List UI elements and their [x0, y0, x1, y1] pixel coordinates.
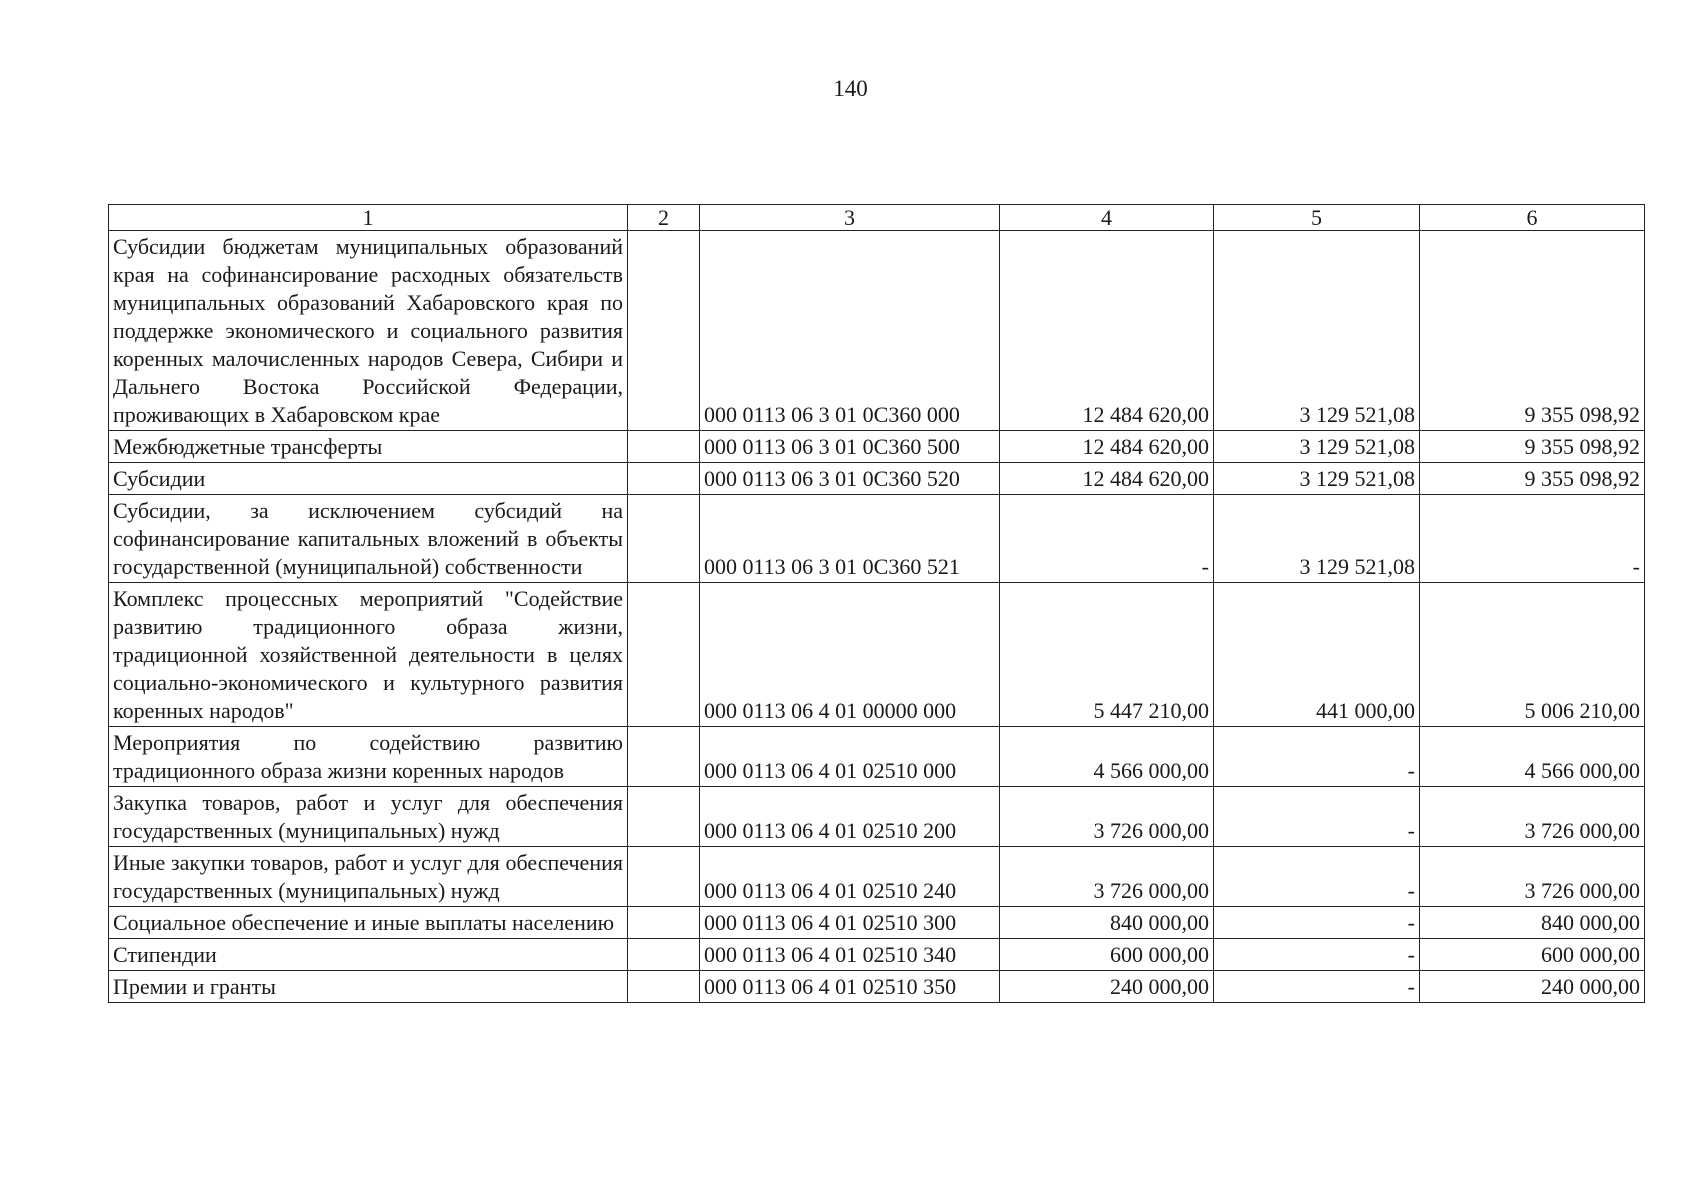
row-col6: 3 726 000,00: [1420, 847, 1645, 907]
row-col6: 9 355 098,92: [1420, 231, 1645, 431]
row-col2: [628, 583, 700, 727]
row-col6: 600 000,00: [1420, 939, 1645, 971]
table-row: [109, 907, 1645, 939]
row-col6: -: [1420, 495, 1645, 583]
row-col5: 3 129 521,08: [1214, 495, 1420, 583]
row-col4: 12 484 620,00: [1000, 463, 1214, 495]
row-col5: -: [1214, 787, 1420, 847]
row-code: 000 0113 06 4 01 02510 350: [700, 971, 1000, 1003]
row-code: 000 0113 06 4 01 02510 000: [700, 727, 1000, 787]
table-row: [109, 787, 1645, 847]
row-name: Субсидии, за исключением субсидий на софинансирование капитальных вложений в объекты государственной (муниципальной) собственности: [109, 495, 628, 583]
header-row: [109, 205, 1645, 231]
row-code: 000 0113 06 3 01 0С360 000: [700, 231, 1000, 431]
row-col6: 9 355 098,92: [1420, 431, 1645, 463]
row-col5: 441 000,00: [1214, 583, 1420, 727]
row-name: Межбюджетные трансферты: [109, 431, 628, 463]
row-col6: 9 355 098,92: [1420, 463, 1645, 495]
row-code: 000 0113 06 4 01 02510 300: [700, 907, 1000, 939]
row-col4: 12 484 620,00: [1000, 231, 1214, 431]
row-col2: [628, 847, 700, 907]
row-col5: -: [1214, 907, 1420, 939]
header-col-1: 1: [109, 205, 628, 231]
row-col6: 5 006 210,00: [1420, 583, 1645, 727]
row-col4: 3 726 000,00: [1000, 787, 1214, 847]
row-col4: 600 000,00: [1000, 939, 1214, 971]
row-name: Субсидии: [109, 463, 628, 495]
row-col2: [628, 939, 700, 971]
row-col2: [628, 463, 700, 495]
table-body: [109, 231, 1645, 1003]
row-name: Социальное обеспечение и иные выплаты населению: [109, 907, 628, 939]
row-col2: [628, 907, 700, 939]
row-col4: 4 566 000,00: [1000, 727, 1214, 787]
row-col4: 5 447 210,00: [1000, 583, 1214, 727]
row-col5: -: [1214, 971, 1420, 1003]
row-col4: 240 000,00: [1000, 971, 1214, 1003]
row-name: Субсидии бюджетам муниципальных образований края на софинансирование расходных обязательств муниципальных образований Хабаровского края по поддержке экономического и социального развития коренных малочисленных народов Севера, Сибири и Дальнего Востока Российской Федерации, проживающих в Хабаровском крае: [109, 231, 628, 431]
table-row: [109, 463, 1645, 495]
header-col-5: 5: [1214, 205, 1420, 231]
page-number: 140: [833, 76, 868, 101]
row-code: 000 0113 06 4 01 02510 340: [700, 939, 1000, 971]
table-row: [109, 727, 1645, 787]
row-col6: 240 000,00: [1420, 971, 1645, 1003]
row-col2: [628, 971, 700, 1003]
table-row: [109, 583, 1645, 727]
table-row: [109, 231, 1645, 431]
row-code: 000 0113 06 3 01 0С360 500: [700, 431, 1000, 463]
table-header: [109, 205, 1645, 231]
row-col2: [628, 495, 700, 583]
table-row: [109, 971, 1645, 1003]
row-col4: 3 726 000,00: [1000, 847, 1214, 907]
row-name: Комплекс процессных мероприятий "Содействие развитию традиционного образа жизни, традиционной хозяйственной деятельности в целях социально-экономического и культурного развития коренных народов": [109, 583, 628, 727]
row-col5: 3 129 521,08: [1214, 431, 1420, 463]
header-col-4: 4: [1000, 205, 1214, 231]
row-col6: 840 000,00: [1420, 907, 1645, 939]
row-col2: [628, 431, 700, 463]
row-col5: -: [1214, 727, 1420, 787]
row-col5: -: [1214, 939, 1420, 971]
table-row: [109, 431, 1645, 463]
row-name: Стипендии: [109, 939, 628, 971]
row-col5: 3 129 521,08: [1214, 231, 1420, 431]
row-col5: 3 129 521,08: [1214, 463, 1420, 495]
row-name: Премии и гранты: [109, 971, 628, 1003]
header-col-2: 2: [628, 205, 700, 231]
header-col-6: 6: [1420, 205, 1645, 231]
table-row: [109, 847, 1645, 907]
row-name: Закупка товаров, работ и услуг для обеспечения государственных (муниципальных) нужд: [109, 787, 628, 847]
table-row: [109, 939, 1645, 971]
table-row: [109, 495, 1645, 583]
row-code: 000 0113 06 3 01 0С360 520: [700, 463, 1000, 495]
row-name: Иные закупки товаров, работ и услуг для обеспечения государственных (муниципальных) нужд: [109, 847, 628, 907]
row-col5: -: [1214, 847, 1420, 907]
row-col2: [628, 231, 700, 431]
budget-table: [108, 204, 1645, 1003]
row-col4: 840 000,00: [1000, 907, 1214, 939]
row-col4: 12 484 620,00: [1000, 431, 1214, 463]
row-name: Мероприятия по содействию развитию традиционного образа жизни коренных народов: [109, 727, 628, 787]
row-col2: [628, 727, 700, 787]
row-code: 000 0113 06 3 01 0С360 521: [700, 495, 1000, 583]
row-code: 000 0113 06 4 01 00000 000: [700, 583, 1000, 727]
row-col6: 4 566 000,00: [1420, 727, 1645, 787]
row-col6: 3 726 000,00: [1420, 787, 1645, 847]
row-code: 000 0113 06 4 01 02510 240: [700, 847, 1000, 907]
row-code: 000 0113 06 4 01 02510 200: [700, 787, 1000, 847]
header-col-3: 3: [700, 205, 1000, 231]
row-col4: -: [1000, 495, 1214, 583]
row-col2: [628, 787, 700, 847]
